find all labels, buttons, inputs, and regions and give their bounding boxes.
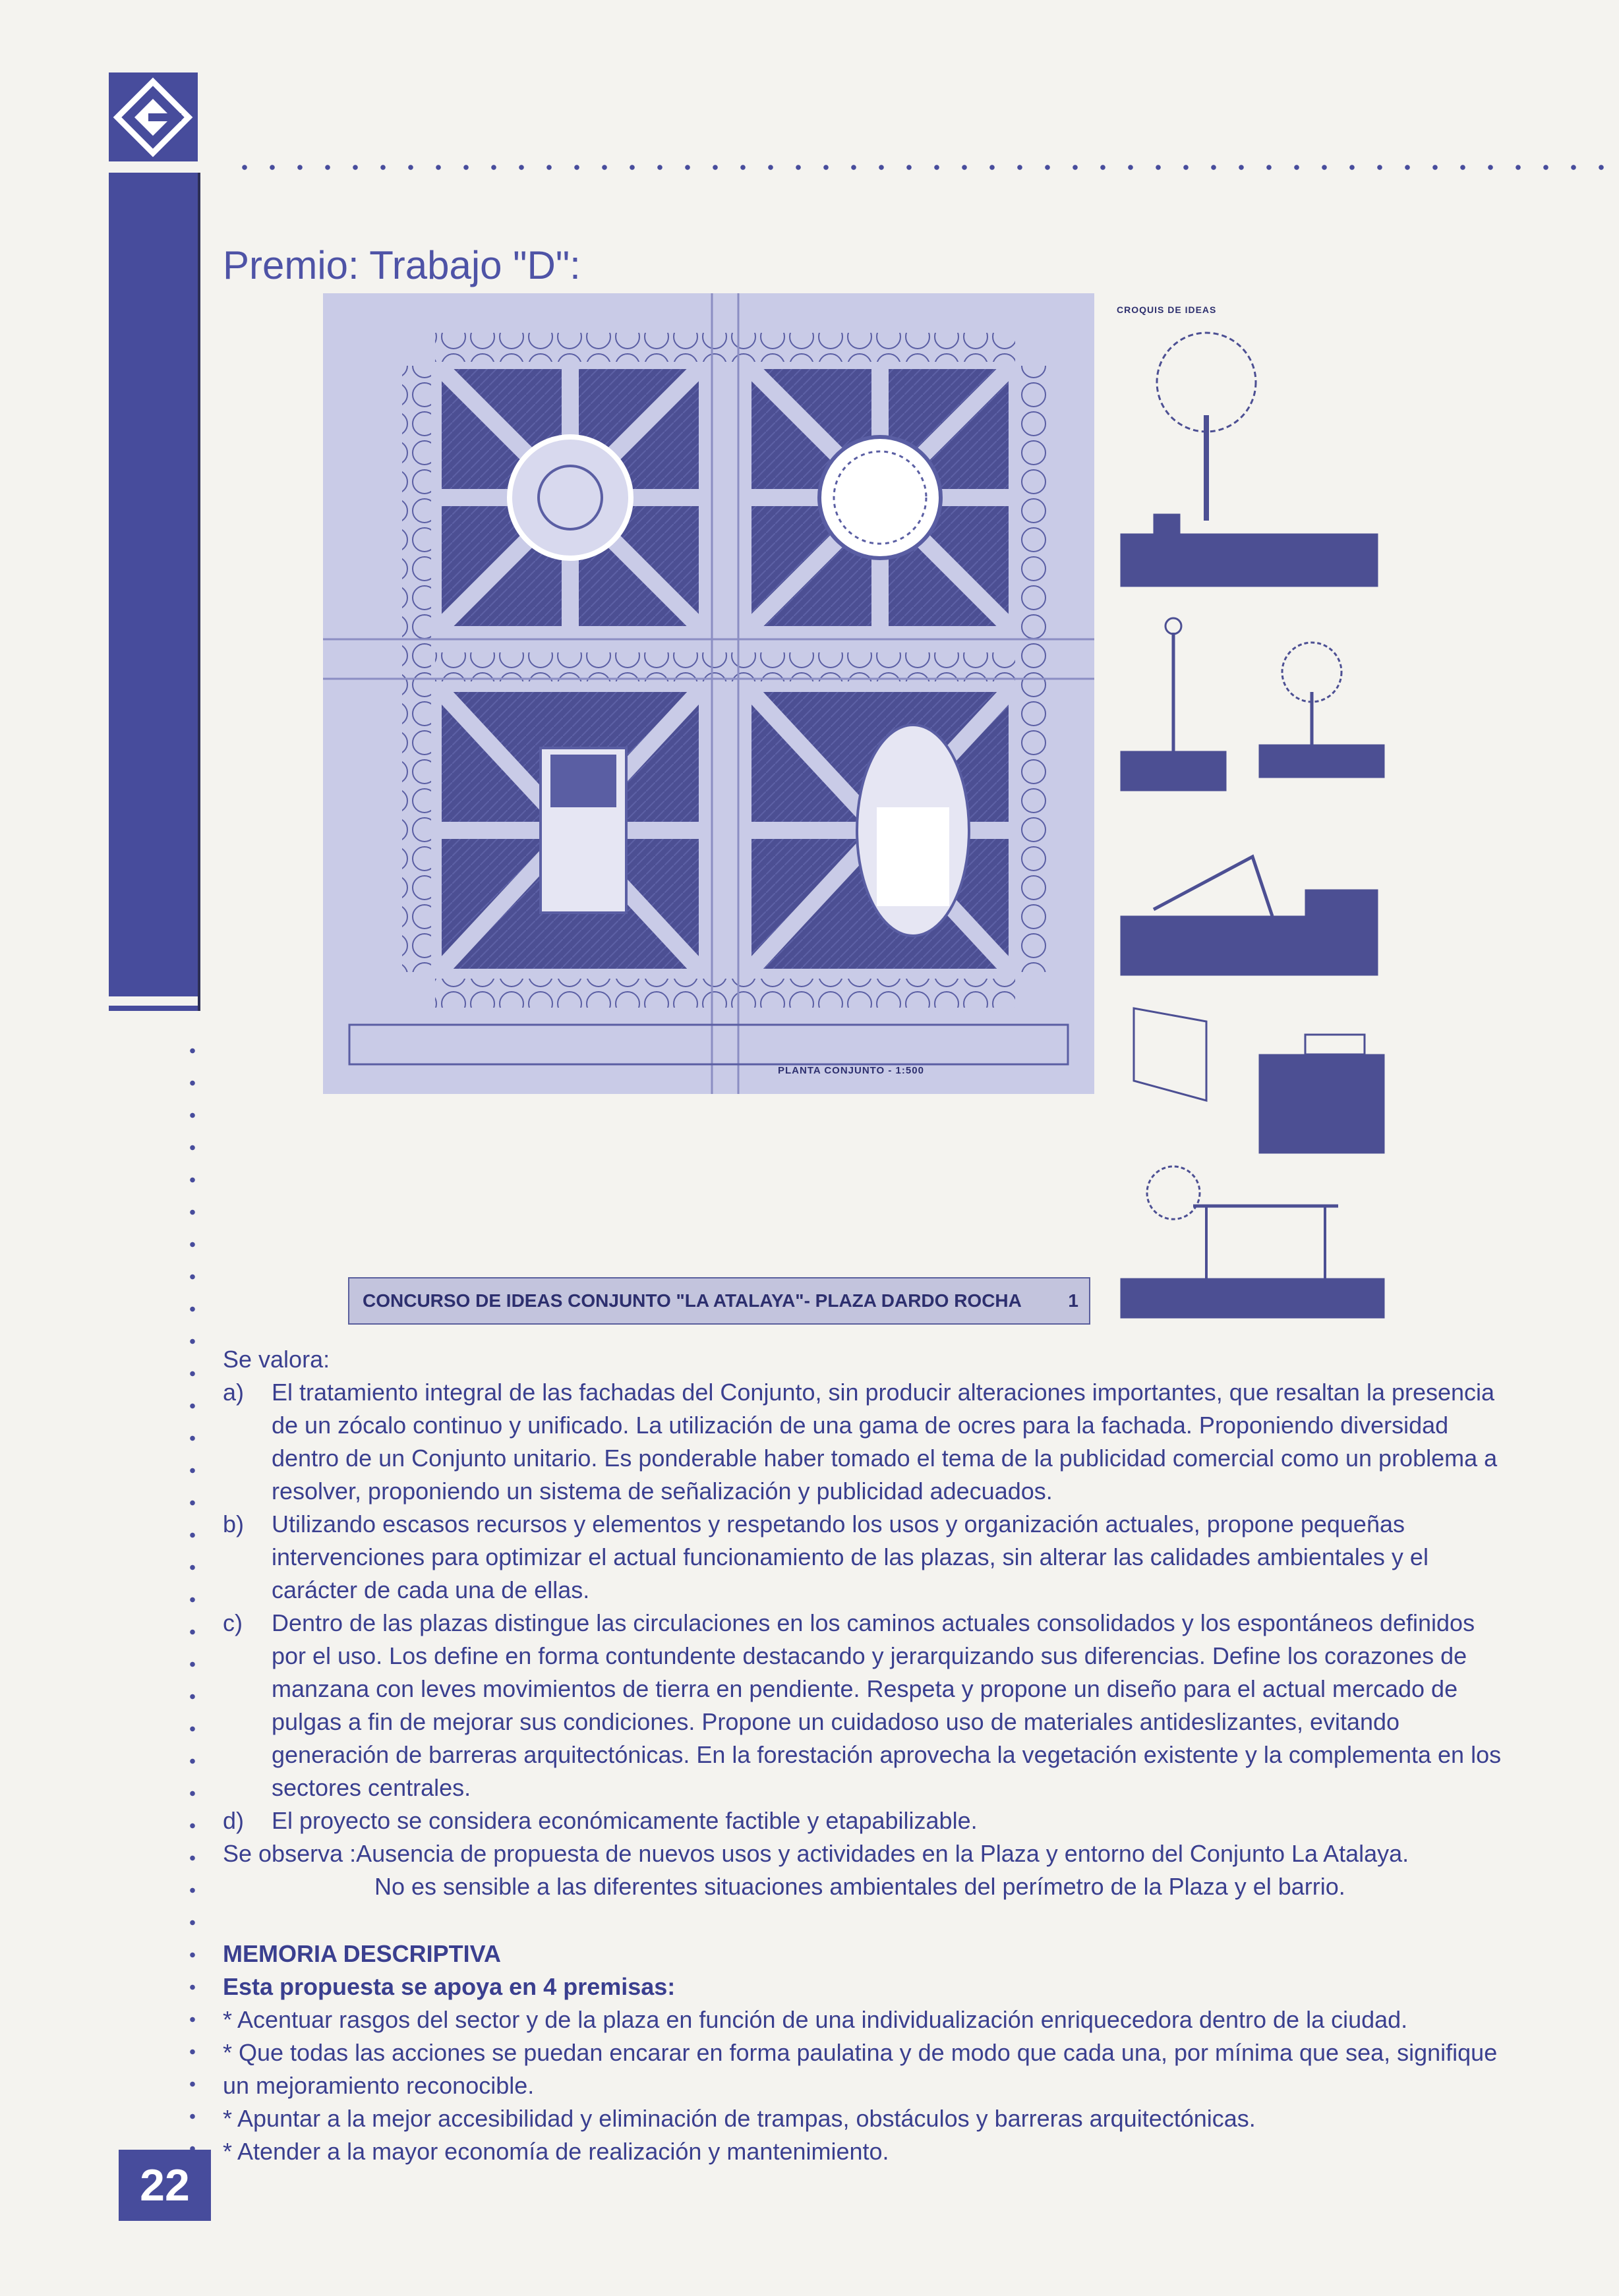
- sketch-label: CROQUIS DE IDEAS: [1117, 304, 1217, 315]
- item-text: Utilizando escasos recursos y elementos y respetando los usos y organización actuales, propone pequeñas intervenciones para optimizar el actual funcionamiento de las plazas, sin alterar las calidades ambientales y el carácter de cada una de ellas.: [272, 1510, 1428, 1603]
- premisa-item: * Acentuar rasgos del sector y de la plaza en función de una individualización enriquecedora dentro de la ciudad.: [223, 2006, 1408, 2033]
- memoria-heading: MEMORIA DESCRIPTIVA: [223, 1940, 502, 1967]
- item-marker: b): [223, 1510, 245, 1537]
- observation-line-2: No es sensible a las diferentes situaciones ambientales del perímetro de la Plaza y el barrio.: [374, 1873, 1345, 1900]
- page-title: Premio: Trabajo "D":: [223, 243, 581, 287]
- sidebar-edge-rule: [198, 173, 200, 1011]
- plaza-block-sw: [442, 692, 699, 969]
- sketch-lamp-post: [1121, 618, 1384, 791]
- item-marker: c): [223, 1609, 243, 1636]
- sketch-tree-bench: [1121, 333, 1378, 587]
- plaza-block-nw: [442, 369, 699, 626]
- evaluation-item-b: [223, 1508, 1515, 1607]
- sketch-stairs: [1134, 1008, 1384, 1153]
- competition-banner: [348, 1277, 1090, 1325]
- premisas-heading: Esta propuesta se apoya en 4 premisas:: [223, 1973, 676, 2000]
- premisa-item: * Apuntar a la mejor accesibilidad y eliminación de trampas, obstáculos y barreras arquitectónicas.: [223, 2105, 1256, 2132]
- premisa-item: * Atender a la mayor economía de realización y mantenimiento.: [223, 2138, 889, 2165]
- premisa-item: * Que todas las acciones se puedan encarar en forma paulatina y de modo que cada una, por mínima que sea, signifique un mejoramiento reconocible.: [223, 2039, 1498, 2099]
- item-text: El proyecto se considera económicamente factible y etapabilizable.: [272, 1807, 978, 1834]
- sketch-illustrations: [1114, 323, 1391, 1325]
- item-text: El tratamiento integral de las fachadas del Conjunto, sin producir alteraciones importantes, que resaltan la presencia de un zócalo continuo y unificado. La utilización de una gama de ocres para la fachada. Proponiendo diversidad dentro de un Conjunto unitario. Es ponderable haber tomado el tema de la publicidad comercial como un problema a resolver, proponiendo un sistema de señalización y publicidad adecuados.: [272, 1379, 1498, 1505]
- intro-line: Se valora:: [223, 1346, 330, 1373]
- evaluation-item-d: [223, 1804, 1515, 1837]
- plan-caption: PLANTA CONJUNTO - 1:500: [778, 1065, 924, 1076]
- evaluation-item-c: [223, 1607, 1515, 1804]
- item-marker: a): [223, 1379, 245, 1406]
- banner-number: 1: [1068, 1290, 1078, 1311]
- dotted-header-rule: [231, 165, 1608, 170]
- page-number: 22: [119, 2150, 211, 2221]
- banner-title: CONCURSO DE IDEAS CONJUNTO "LA ATALAYA"- PLAZA DARDO ROCHA: [363, 1290, 1022, 1311]
- evaluation-item-a: [223, 1376, 1515, 1508]
- sidebar-rule: [109, 1006, 198, 1011]
- plaza-block-se: [751, 692, 1009, 969]
- plaza-block-ne: [751, 369, 1009, 626]
- dotted-margin-rule: [190, 1035, 195, 2208]
- sidebar-band: [109, 173, 198, 996]
- site-plan-drawing: [323, 293, 1094, 1094]
- item-text: Dentro de las plazas distingue las circulaciones en los caminos actuales consolidados y los espontáneos definidos por el uso. Los define en forma contundente destacando y jerarquizando sus diferencias. Define los corazones de manzana con leves movimientos de tierra en pendiente. Respeta y propone un diseño para el actual mercado de pulgas a fin de mejorar sus condiciones. Propone un cuidadoso uso de materiales antideslizantes, evitando generación de barreras arquitectónicas. En la forestación aprovecha la vegetación existente y la complementa en los sectores centrales.: [272, 1609, 1502, 1801]
- observation-line: Se observa :Ausencia de propuesta de nuevos usos y actividades en la Plaza y entorno del Conjunto La Atalaya.: [223, 1840, 1409, 1867]
- item-marker: d): [223, 1807, 245, 1834]
- body-text: [223, 1343, 1515, 2168]
- sketch-market-canopy: [1121, 1166, 1384, 1318]
- publisher-logo: [109, 72, 198, 161]
- sketch-pergola: [1121, 857, 1378, 975]
